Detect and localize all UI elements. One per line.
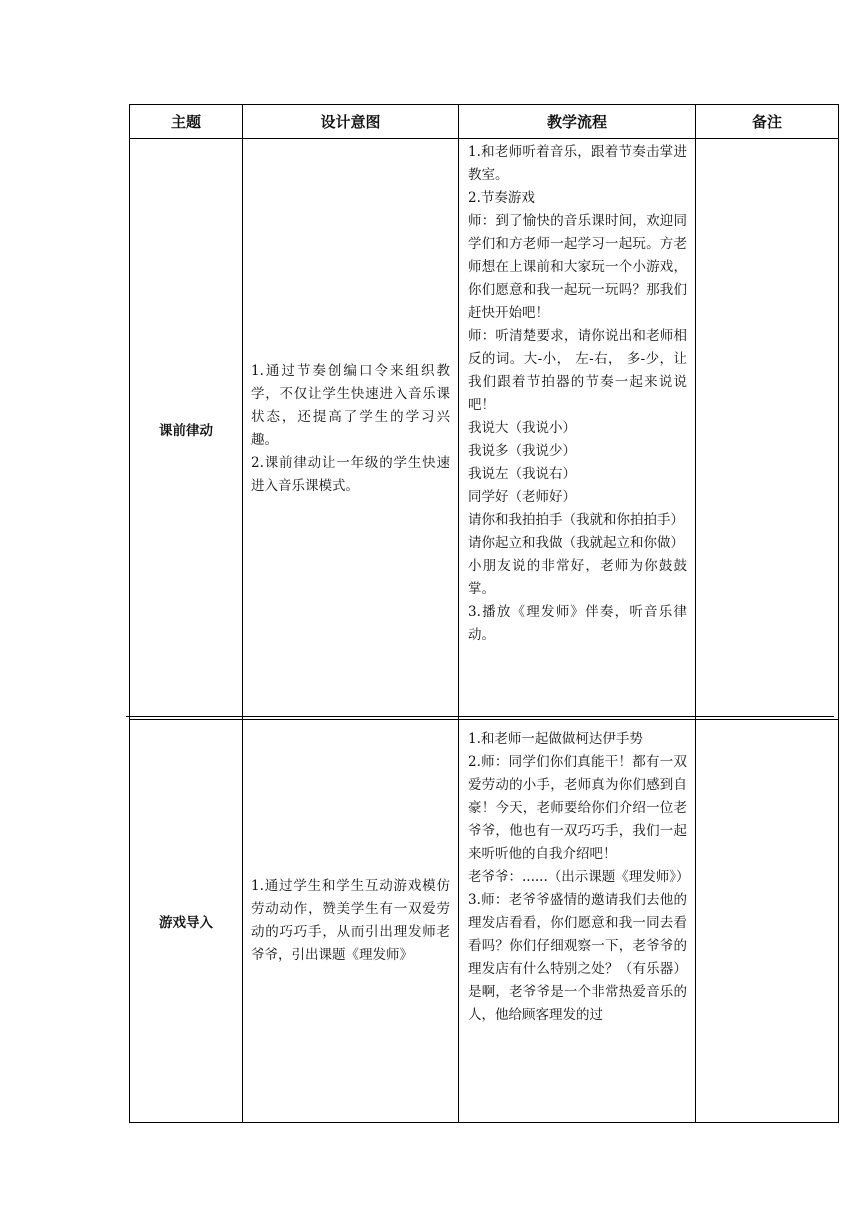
flow-paragraph: 3.师：老爷爷盛情的邀请我们去他的理发店看看，你们愿意和我一同去看看吗？你们仔细观察一下，老爷爷的理发店有什么特别之处？（有乐器）是啊，老爷爷是一个非常热爱音乐的人，他给顾客理发的过 [468,892,687,1023]
intent-paragraph: 1.通过学生和学生互动游戏模仿劳动动作，赞美学生有一双爱劳动的巧巧手，从而引出理发师老爷爷，引出课题《理发师》 [251,878,450,963]
flow-paragraph: 同学好（老师好） [468,489,576,505]
flow-paragraph: 小朋友说的非常好，老师为你鼓鼓掌。 [468,558,687,597]
flow-paragraph: 1.和老师听着音乐，跟着节奏击掌进教室。 [468,144,687,183]
intent-cell [243,720,459,1123]
flow-cell [459,139,696,720]
theme-cell: 课前律动 [130,139,243,720]
flow-paragraph: 老爷爷：......（出示课题《理发师》） [468,869,690,885]
intent-cell [243,139,459,720]
row-divider-line [126,716,834,717]
flow-paragraph: 师：到了愉快的音乐课时间，欢迎同学们和方老师一起学习一起玩。方老师想在上课前和大家玩一个小游戏，你们愿意和我一起玩一玩吗？那我们赶快开始吧！ [468,213,687,321]
lesson-plan-table [129,104,839,1123]
flow-paragraph: 请你起立和我做（我就起立和你做） [468,535,684,551]
header-intent: 设计意图 [243,105,459,139]
flow-paragraph: 师：听清楚要求，请你说出和老师相反的词。大-小， 左-右， 多-少，让我们跟着节拍器的节奏一起来说说吧！ [468,328,687,413]
flow-paragraph: 我说多（我说少） [468,443,576,459]
table-row [130,720,839,1123]
flow-cell [459,720,696,1123]
flow-paragraph: 1.和老师一起做做柯达伊手势 [468,731,643,747]
table-row [130,139,839,720]
intent-paragraph: 2.课前律动让一年级的学生快速进入音乐课模式。 [251,455,450,494]
flow-paragraph: 请你和我拍拍手（我就和你拍拍手） [468,512,684,528]
table-header-row [130,105,839,139]
flow-paragraph: 3.播放《理发师》伴奏，听音乐律动。 [468,604,687,643]
header-note: 备注 [696,105,839,139]
flow-paragraph: 2.节奏游戏 [468,190,535,206]
theme-cell: 游戏导入 [130,720,243,1123]
flow-paragraph: 我说左（我说右） [468,466,576,482]
flow-paragraph: 我说大（我说小） [468,420,576,436]
note-cell [696,720,839,1123]
header-theme: 主题 [130,105,243,139]
flow-paragraph: 2.师：同学们你们真能干！都有一双爱劳动的小手，老师真为你们感到自豪！今天，老师要给你们介绍一位老爷爷，他也有一双巧巧手，我们一起来听听他的自我介绍吧！ [468,754,687,862]
note-cell [696,139,839,720]
header-flow: 教学流程 [459,105,696,139]
intent-paragraph: 1.通过节奏创编口令来组织教学，不仅让学生快速进入音乐课状态，还提高了学生的学习兴趣。 [251,363,450,448]
